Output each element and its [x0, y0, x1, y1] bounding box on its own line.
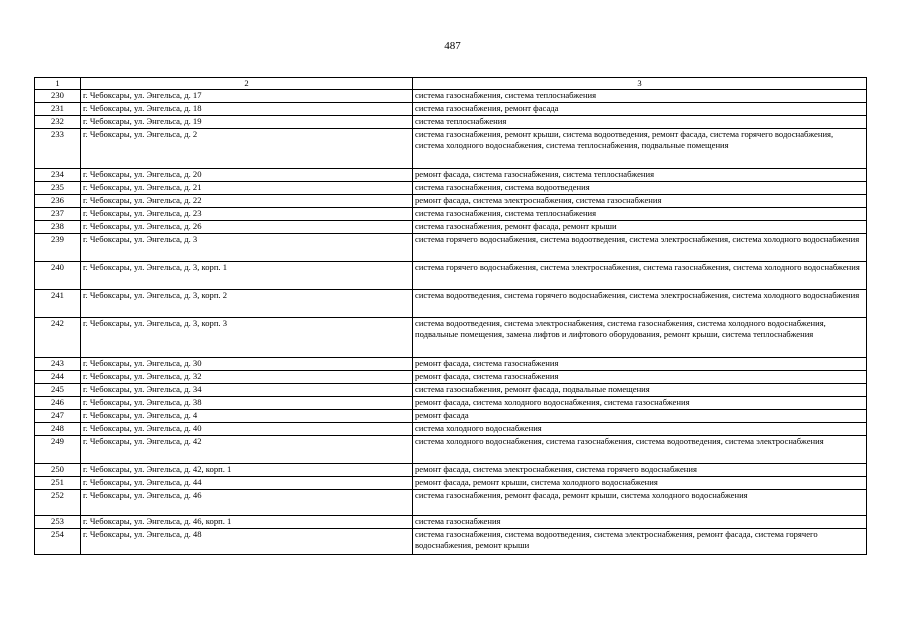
row-address: г. Чебоксары, ул. Энгельса, д. 30 [81, 358, 413, 371]
row-works: ремонт фасада, система газоснабжения, система теплоснабжения [413, 169, 867, 182]
row-works: ремонт фасада [413, 410, 867, 423]
row-address: г. Чебоксары, ул. Энгельса, д. 40 [81, 423, 413, 436]
column-header-works: 3 [413, 78, 867, 90]
row-address: г. Чебоксары, ул. Энгельса, д. 38 [81, 397, 413, 410]
row-number: 230 [35, 90, 81, 103]
row-number: 245 [35, 384, 81, 397]
row-address: г. Чебоксары, ул. Энгельса, д. 2 [81, 129, 413, 169]
row-works: ремонт фасада, система электроснабжения, система газоснабжения [413, 195, 867, 208]
table-row [35, 195, 867, 208]
row-number: 241 [35, 290, 81, 318]
table-row [35, 262, 867, 290]
row-address: г. Чебоксары, ул. Энгельса, д. 48 [81, 529, 413, 555]
table-row [35, 116, 867, 129]
row-works: система холодного водоснабжения [413, 423, 867, 436]
row-address: г. Чебоксары, ул. Энгельса, д. 46 [81, 490, 413, 516]
table-row [35, 318, 867, 358]
row-works: система газоснабжения, ремонт фасада, ремонт крыши [413, 221, 867, 234]
row-number: 238 [35, 221, 81, 234]
table-body [35, 90, 867, 555]
row-address: г. Чебоксары, ул. Энгельса, д. 22 [81, 195, 413, 208]
column-header-number: 1 [35, 78, 81, 90]
row-address: г. Чебоксары, ул. Энгельса, д. 21 [81, 182, 413, 195]
row-number: 234 [35, 169, 81, 182]
table-header [35, 78, 867, 90]
row-number: 232 [35, 116, 81, 129]
row-works: система водоотведения, система электроснабжения, система газоснабжения, система холодного водоснабжения, подвальные помещения, замена лифтов и лифтового оборудования, ремонт крыши, система теплоснабжения [413, 318, 867, 358]
table-row [35, 90, 867, 103]
table-row [35, 397, 867, 410]
row-works: система горячего водоснабжения, система водоотведения, система электроснабжения, система холодного водоснабжения [413, 234, 867, 262]
row-number: 243 [35, 358, 81, 371]
row-works: система газоснабжения [413, 516, 867, 529]
row-works: ремонт фасада, система холодного водоснабжения, система газоснабжения [413, 397, 867, 410]
registry-table [34, 77, 867, 555]
row-works: система холодного водоснабжения, система газоснабжения, система водоотведения, система электроснабжения [413, 436, 867, 464]
row-works: система горячего водоснабжения, система электроснабжения, система газоснабжения, система холодного водоснабжения [413, 262, 867, 290]
row-address: г. Чебоксары, ул. Энгельса, д. 4 [81, 410, 413, 423]
row-address: г. Чебоксары, ул. Энгельса, д. 3, корп. 1 [81, 262, 413, 290]
table-row [35, 182, 867, 195]
table-row [35, 290, 867, 318]
row-number: 233 [35, 129, 81, 169]
row-number: 254 [35, 529, 81, 555]
row-works: система газоснабжения, ремонт фасада, подвальные помещения [413, 384, 867, 397]
row-address: г. Чебоксары, ул. Энгельса, д. 3 [81, 234, 413, 262]
row-address: г. Чебоксары, ул. Энгельса, д. 42 [81, 436, 413, 464]
row-works: система газоснабжения, ремонт фасада, ремонт крыши, система холодного водоснабжения [413, 490, 867, 516]
table-row [35, 436, 867, 464]
row-number: 239 [35, 234, 81, 262]
row-number: 253 [35, 516, 81, 529]
row-number: 249 [35, 436, 81, 464]
row-address: г. Чебоксары, ул. Энгельса, д. 20 [81, 169, 413, 182]
row-works: ремонт фасада, ремонт крыши, система холодного водоснабжения [413, 477, 867, 490]
table-row [35, 169, 867, 182]
row-works: система газоснабжения, система водоотведения, система электроснабжения, ремонт фасада, система горячего водоснабжения, ремонт крыши [413, 529, 867, 555]
header-row [35, 78, 867, 90]
table-row [35, 529, 867, 555]
table-row [35, 129, 867, 169]
row-address: г. Чебоксары, ул. Энгельса, д. 26 [81, 221, 413, 234]
table-row [35, 490, 867, 516]
table-row [35, 221, 867, 234]
table-row [35, 234, 867, 262]
row-works: ремонт фасада, система электроснабжения, система горячего водоснабжения [413, 464, 867, 477]
table-row [35, 516, 867, 529]
row-number: 237 [35, 208, 81, 221]
row-number: 246 [35, 397, 81, 410]
row-works: ремонт фасада, система газоснабжения [413, 358, 867, 371]
row-works: система газоснабжения, ремонт фасада [413, 103, 867, 116]
table-row [35, 384, 867, 397]
row-number: 240 [35, 262, 81, 290]
table-row [35, 371, 867, 384]
row-address: г. Чебоксары, ул. Энгельса, д. 23 [81, 208, 413, 221]
row-works: ремонт фасада, система газоснабжения [413, 371, 867, 384]
row-address: г. Чебоксары, ул. Энгельса, д. 18 [81, 103, 413, 116]
row-number: 248 [35, 423, 81, 436]
table-row [35, 103, 867, 116]
row-number: 235 [35, 182, 81, 195]
row-address: г. Чебоксары, ул. Энгельса, д. 3, корп. 2 [81, 290, 413, 318]
table-row [35, 464, 867, 477]
row-number: 252 [35, 490, 81, 516]
row-number: 251 [35, 477, 81, 490]
table-row [35, 423, 867, 436]
row-address: г. Чебоксары, ул. Энгельса, д. 32 [81, 371, 413, 384]
row-address: г. Чебоксары, ул. Энгельса, д. 3, корп. 3 [81, 318, 413, 358]
row-address: г. Чебоксары, ул. Энгельса, д. 46, корп. 1 [81, 516, 413, 529]
row-address: г. Чебоксары, ул. Энгельса, д. 44 [81, 477, 413, 490]
column-header-address: 2 [81, 78, 413, 90]
row-address: г. Чебоксары, ул. Энгельса, д. 42, корп. 1 [81, 464, 413, 477]
row-works: система газоснабжения, ремонт крыши, система водоотведения, ремонт фасада, система горячего водоснабжения, система холодного водоснабжения, система теплоснабжения, подвальные помещения [413, 129, 867, 169]
row-number: 236 [35, 195, 81, 208]
row-number: 247 [35, 410, 81, 423]
table-row [35, 208, 867, 221]
row-address: г. Чебоксары, ул. Энгельса, д. 17 [81, 90, 413, 103]
row-address: г. Чебоксары, ул. Энгельса, д. 19 [81, 116, 413, 129]
table-row [35, 477, 867, 490]
row-works: система газоснабжения, система водоотведения [413, 182, 867, 195]
row-address: г. Чебоксары, ул. Энгельса, д. 34 [81, 384, 413, 397]
table-row [35, 410, 867, 423]
row-number: 242 [35, 318, 81, 358]
row-works: система газоснабжения, система теплоснабжения [413, 90, 867, 103]
page-number: 487 [444, 40, 461, 52]
row-works: система теплоснабжения [413, 116, 867, 129]
row-number: 231 [35, 103, 81, 116]
row-works: система водоотведения, система горячего водоснабжения, система электроснабжения, система холодного водоснабжения [413, 290, 867, 318]
row-number: 244 [35, 371, 81, 384]
row-number: 250 [35, 464, 81, 477]
table-row [35, 358, 867, 371]
row-works: система газоснабжения, система теплоснабжения [413, 208, 867, 221]
